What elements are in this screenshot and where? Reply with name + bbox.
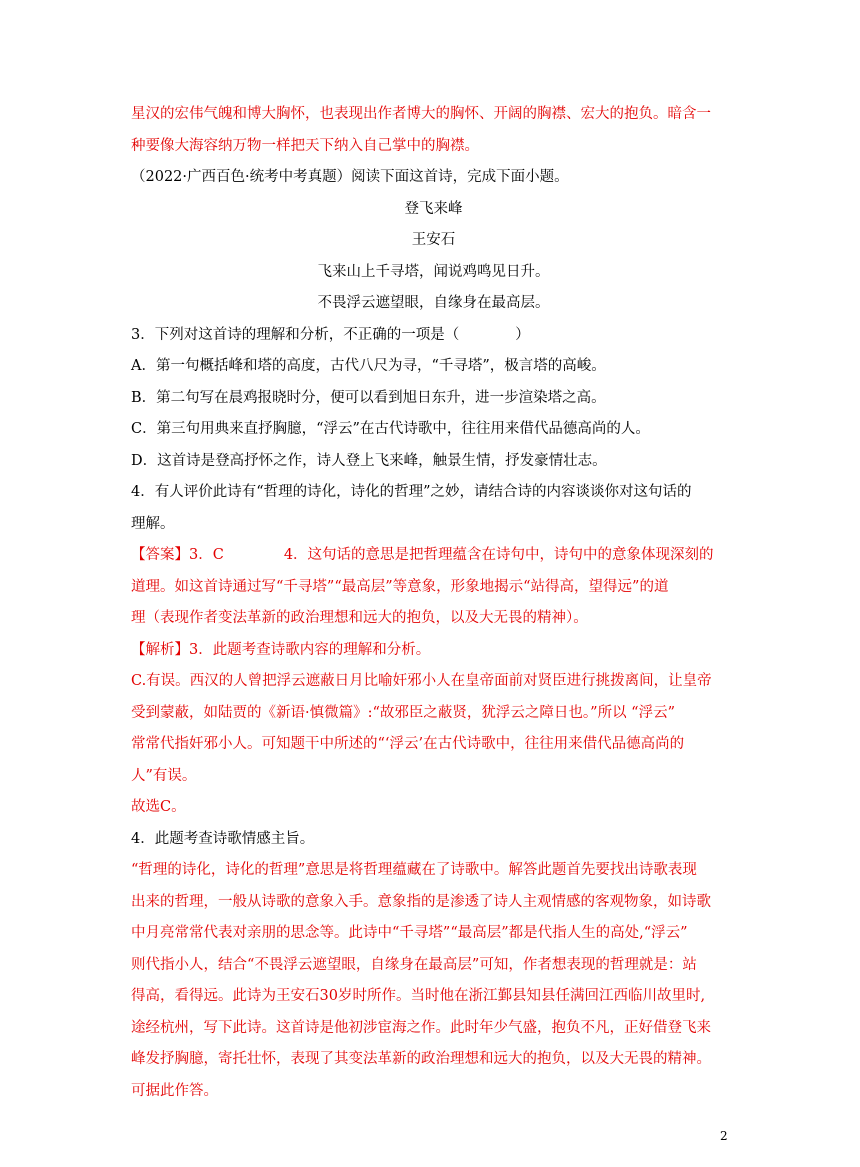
analysis-q4-line: 可据此作答。 bbox=[131, 1082, 218, 1099]
analysis-q4-line: 则代指小人，结合“不畏浮云遮望眼，自缘身在最高层”可知，作者想表现的哲理就是：站 bbox=[131, 956, 697, 973]
analysis-q3-line: 人”有误。 bbox=[131, 767, 197, 784]
question-4-line: 4．有人评价此诗有“哲理的诗化，诗化的哲理”之妙，请结合诗的内容谈谈你对这句话的 bbox=[131, 484, 692, 500]
answer-line bbox=[131, 540, 736, 572]
source-line: （2022·广西百色·统考中考真题）阅读下面这首诗，完成下面小题。 bbox=[131, 169, 569, 185]
option-d: D．这首诗是登高抒怀之作，诗人登上飞来峰，触景生情，抒发豪情壮志。 bbox=[131, 452, 607, 469]
option-a: A．第一句概括峰和塔的高度，古代八尺为寻，“千寻塔”，极言塔的高峻。 bbox=[131, 358, 606, 374]
poem-line: 飞来山上千寻塔，闻说鸡鸣见日升。 bbox=[317, 263, 550, 280]
answer-line: 理（表现作者变法革新的政治理想和远大的抱负，以及大无畏的精神）。 bbox=[131, 610, 588, 626]
analysis-q3-heading: 3．此题考查诗歌内容的理解和分析。 bbox=[189, 641, 431, 658]
intro-line: 种要像大海容纳万物一样把天下纳入自己掌中的胸襟。 bbox=[131, 137, 479, 154]
question-4-line: 理解。 bbox=[131, 515, 175, 532]
analysis-q4-line: 得高，看得远。此诗为王安石30岁时所作。当时他在浙江鄞县知县任满回江西临川故里时, bbox=[131, 988, 706, 1004]
analysis-q3-line: C.有误。西汉的人曾把浮云遮蔽日月比喻奸邪小人在皇帝面前对贤臣进行挑拨离间，让皇帝 bbox=[131, 673, 712, 689]
analysis-q4-line: 峰发抒胸臆，寄托壮怀，表现了其变法革新的政治理想和远大的抱负，以及大无畏的精神。 bbox=[131, 1051, 711, 1067]
answer-q4-first: 4．这句话的意思是把哲理蕴含在诗句中，诗句中的意象体现深刻的 bbox=[283, 547, 714, 563]
analysis-q4-line: “哲理的诗化，诗化的哲理”意思是将哲理蕴藏在了诗歌中。解答此题首先要找出诗歌表现 bbox=[131, 862, 697, 878]
analysis-q3-line: 常常代指奸邪小人。可知题干中所述的“‘浮云’在古代诗歌中，往往用来借代品德高尚的 bbox=[131, 736, 685, 752]
page-number: 2 bbox=[720, 1129, 728, 1143]
analysis-q3-choice: 故选C。 bbox=[131, 799, 186, 815]
question-3-stem-close: ） bbox=[515, 326, 530, 343]
option-b: B．第二句写在晨鸡报晓时分，便可以看到旭日东升，进一步渲染塔之高。 bbox=[131, 389, 606, 406]
question-3-stem-text: 3．下列对这首诗的理解和分析，不正确的一项是（ bbox=[131, 326, 460, 343]
analysis-heading-q3 bbox=[131, 635, 736, 667]
poem-title: 登飞来峰 bbox=[404, 200, 463, 217]
page-content bbox=[131, 99, 736, 1107]
poem-line: 不畏浮云遮望眼，自缘身在最高层。 bbox=[317, 295, 550, 311]
analysis-q4-heading: 4．此题考查诗歌情感主旨。 bbox=[131, 830, 315, 847]
analysis-q4-line: 途经杭州，写下此诗。这首诗是他初涉宦海之作。此时年少气盛，抱负不凡，正好借登飞来 bbox=[131, 1019, 711, 1036]
analysis-q4-line: 中月亮常常代表对亲朋的思念等。此诗中“千寻塔”“最高层”都是代指人生的高处,“浮云” bbox=[131, 925, 688, 941]
intro-line: 星汉的宏伟气魄和博大胸怀，也表现出作者博大的胸怀、开阔的胸襟、宏大的抱负。暗含一 bbox=[131, 106, 711, 122]
analysis-q3-line: 受到蒙蔽，如陆贾的《新语·慎微篇》:“故邪臣之蔽贤，犹浮云之障日也。”所以 “浮云” bbox=[131, 704, 676, 721]
answer-tag: 【答案】 bbox=[131, 547, 189, 563]
poem-author: 王安石 bbox=[411, 232, 456, 248]
answer-line: 道理。如这首诗通过写“千寻塔”“最高层”等意象，形象地揭示“站得高，望得远”的道 bbox=[131, 578, 669, 595]
analysis-q4-line: 出来的哲理，一般从诗歌的意象入手。意象指的是渗透了诗人主观情感的客观物象，如诗歌 bbox=[131, 893, 711, 910]
answer-q3: 3．C bbox=[189, 547, 224, 563]
analysis-tag: 【解析】 bbox=[131, 641, 189, 658]
question-3-stem bbox=[131, 320, 736, 352]
option-c: C．第三句用典来直抒胸臆，“浮云”在古代诗歌中，往往用来借代品德高尚的人。 bbox=[131, 421, 650, 437]
